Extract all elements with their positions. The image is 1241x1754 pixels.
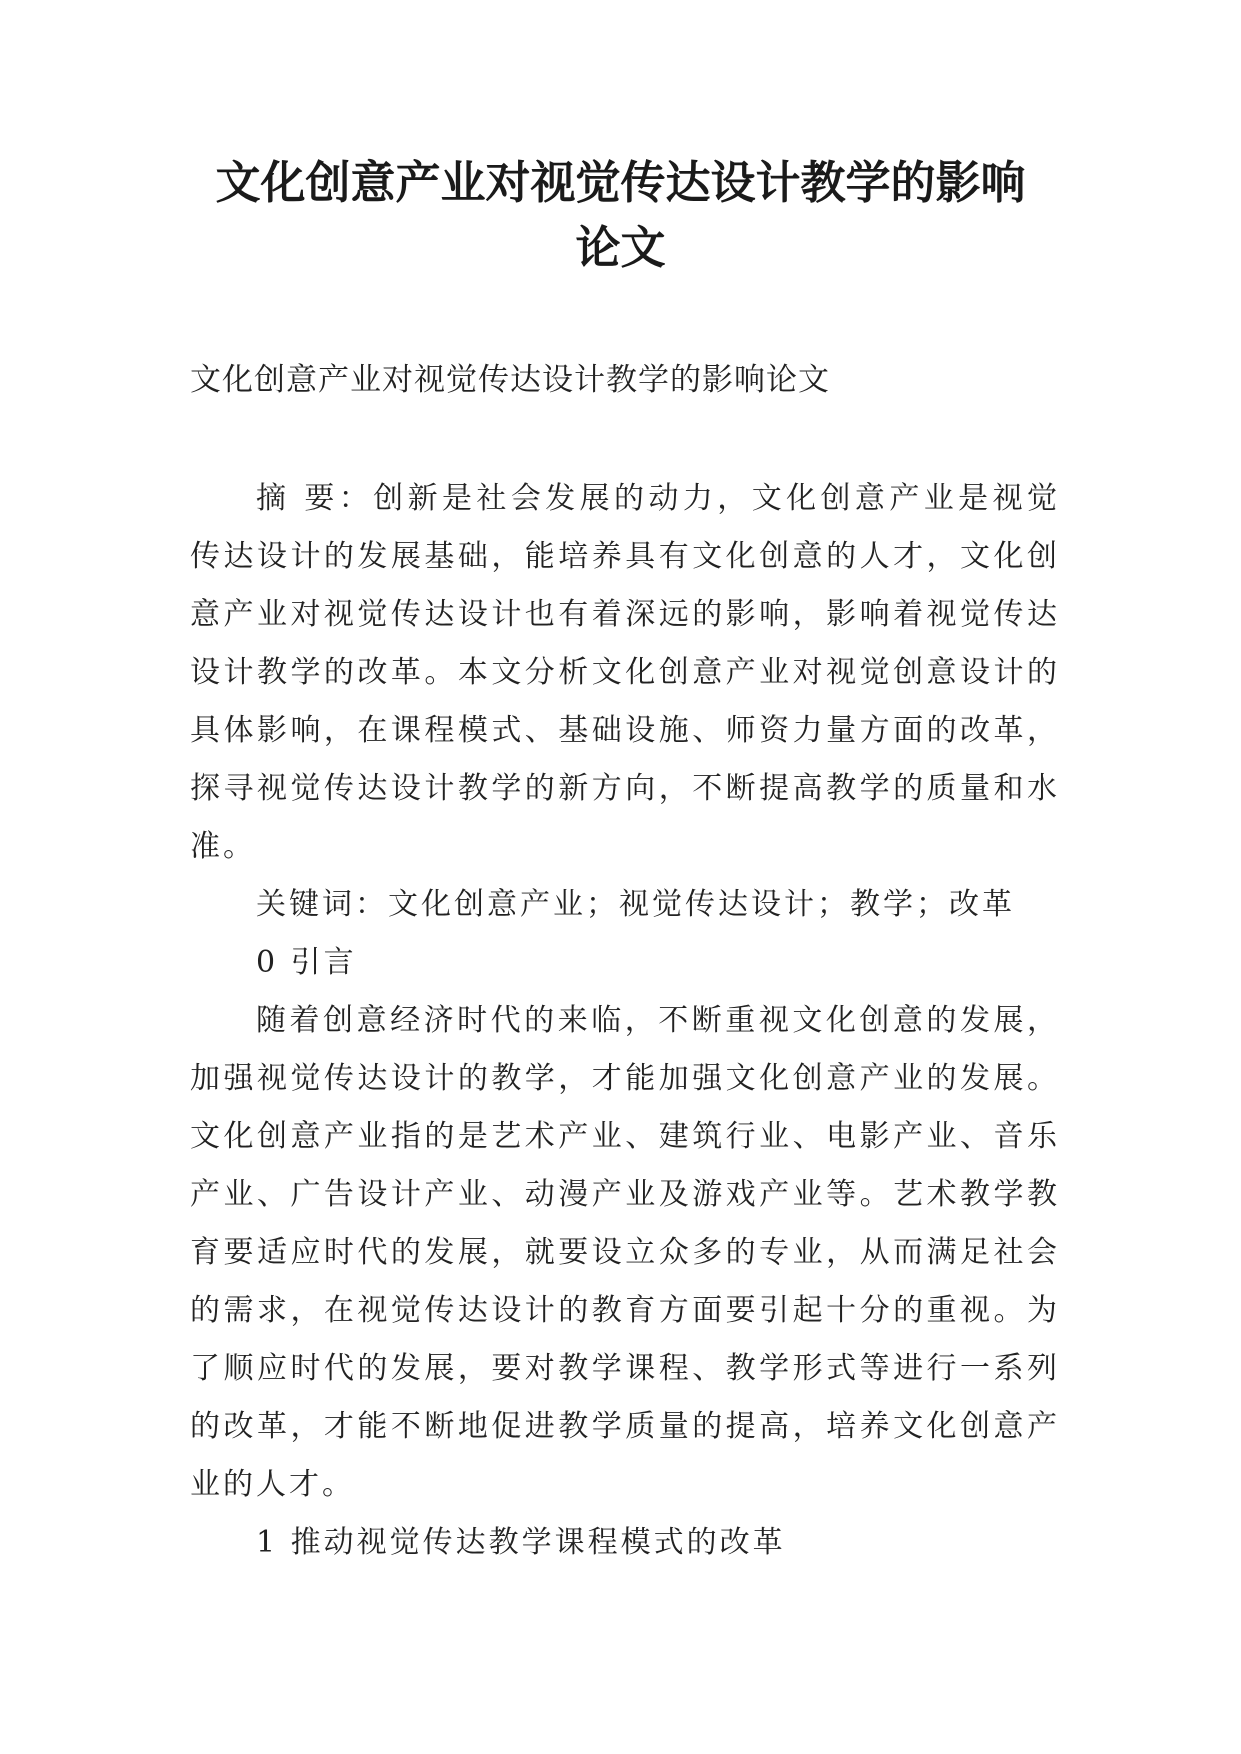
title-line-2: 论文 — [575, 221, 666, 274]
abstract-paragraph: 摘 要：创新是社会发展的动力，文化创意产业是视觉传达设计的发展基础，能培养具有文化创意的人才，文化创意产业对视觉传达设计也有着深远的影响，影响着视觉传达设计教学的改革。本文分析文化创意产业对视觉创意设计的具体影响，在课程模式、基础设施、师资力量方面的改革，探寻视觉传达设计教学的新方向，不断提高教学的质量和水准。 — [190, 481, 1060, 864]
document-body — [190, 470, 1060, 1572]
section-heading-intro: 0 引言 — [256, 945, 357, 980]
section-heading-1: 1 推动视觉传达教学课程模式的改革 — [256, 1525, 786, 1560]
intro-paragraph: 随着创意经济时代的来临，不断重视文化创意的发展，加强视觉传达设计的教学，才能加强文化创意产业的发展。文化创意产业指的是艺术产业、建筑行业、电影产业、音乐产业、广告设计产业、动漫产业及游戏产业等。艺术教学教育要适应时代的发展，就要设立众多的专业，从而满足社会的需求，在视觉传达设计的教育方面要引起十分的重视。为了顺应时代的发展，要对教学课程、教学形式等进行一系列的改革，才能不断地促进教学质量的提高，培养文化创意产业的人才。 — [190, 1003, 1060, 1502]
keywords-paragraph: 关键词：文化创意产业；视觉传达设计；教学；改革 — [256, 887, 1015, 922]
title-line-1: 文化创意产业对视觉传达设计教学的影响 — [215, 156, 1026, 209]
document-subtitle: 文化创意产业对视觉传达设计教学的影响论文 — [190, 362, 830, 398]
document-title — [120, 150, 1121, 280]
